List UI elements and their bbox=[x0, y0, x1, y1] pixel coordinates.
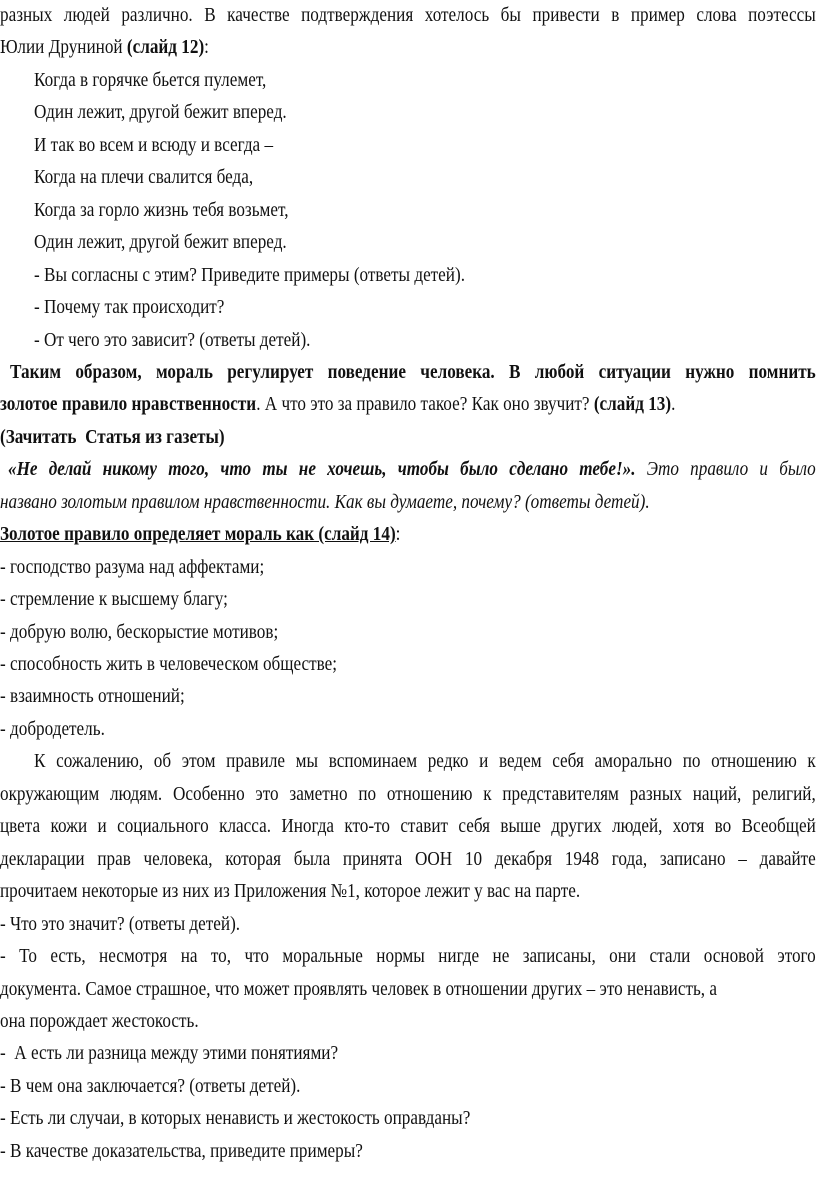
text-line bbox=[0, 70, 816, 92]
text-line bbox=[0, 622, 816, 644]
text-line bbox=[0, 589, 816, 611]
text-run: - господство разума над аффектами; bbox=[0, 556, 265, 578]
text-run: (Зачитать Статья из газеты) bbox=[0, 426, 225, 448]
text-run: Таким образом, мораль регулирует поведение человека. В любой ситуации нужно помнить bbox=[9, 361, 816, 383]
text-line bbox=[0, 330, 816, 352]
text-run: К сожалению, об этом правиле мы вспоминаем редко и ведем себя аморально по отношению к bbox=[33, 751, 816, 773]
text-run: прочитаем некоторые из них из Приложения №1, которое лежит у вас на парте. bbox=[0, 881, 581, 903]
text-line bbox=[0, 914, 816, 936]
text-run: Когда за горло жизнь тебя возьмет, bbox=[33, 199, 289, 221]
text-line bbox=[0, 557, 816, 579]
text-line bbox=[0, 751, 816, 773]
text-line bbox=[0, 1141, 816, 1163]
text-line bbox=[0, 297, 816, 319]
text-run: Когда на плечи свалится беда, bbox=[33, 167, 254, 189]
text-run: : bbox=[204, 37, 209, 59]
text-run: (слайд 12) bbox=[126, 37, 205, 59]
text-run: - добродетель. bbox=[0, 718, 105, 740]
text-line bbox=[0, 654, 816, 676]
text-line bbox=[0, 232, 816, 254]
text-line bbox=[0, 946, 816, 968]
text-run: - взаимность отношений; bbox=[0, 686, 185, 708]
text-run: - То есть, несмотря на то, что моральные нормы нигде не записаны, они стали основой этого bbox=[0, 946, 816, 968]
text-run: разных людей различно. В качестве подтверждения хотелось бы привести в пример слова поэтессы bbox=[0, 5, 816, 26]
text-run: «Не делай никому того, что ты не хочешь, чтобы было сделано тебе!». bbox=[7, 459, 636, 481]
text-run: - Есть ли случаи, в которых ненависть и жестокость оправданы? bbox=[0, 1108, 471, 1130]
text-run: - способность жить в человеческом обществе; bbox=[0, 654, 338, 675]
text-run: она порождает жестокость. bbox=[0, 1010, 199, 1032]
text-run: - Вы согласны с этим? Приведите примеры (ответы детей). bbox=[33, 264, 465, 286]
text-run: И так во всем и всюду и всегда – bbox=[33, 134, 274, 156]
text-run: золотое правило нравственности bbox=[0, 394, 257, 416]
text-run: Это правило и было bbox=[635, 459, 816, 481]
text-line bbox=[0, 1076, 816, 1098]
text-line bbox=[0, 200, 816, 222]
text-line bbox=[0, 1043, 816, 1065]
text-run: окружающим людям. Особенно это заметно по отношению к представителям разных наций, религий, bbox=[0, 783, 816, 805]
text-run: цвета кожи и социального класса. Иногда кто-то ставит себя выше других людей, хотя во Всеобщей bbox=[0, 816, 816, 838]
text-run: Один лежит, другой бежит вперед. bbox=[33, 102, 287, 124]
text-run: . А что это за правило такое? Как оно звучит? bbox=[256, 394, 594, 416]
text-line bbox=[0, 1108, 816, 1130]
text-line bbox=[0, 135, 816, 157]
text-line bbox=[0, 816, 816, 838]
text-line bbox=[0, 5, 816, 27]
text-run: . bbox=[671, 394, 676, 416]
text-line bbox=[0, 394, 816, 416]
text-line bbox=[0, 265, 816, 287]
text-run: (слайд 13) bbox=[593, 394, 672, 416]
text-run: Один лежит, другой бежит вперед. bbox=[33, 232, 287, 254]
text-run: - А есть ли разница между этими понятиями? bbox=[0, 1043, 339, 1065]
text-line bbox=[0, 492, 816, 514]
text-run: декларации прав человека, которая была принята ООН 10 декабря 1948 года, записано – давайте bbox=[0, 848, 816, 870]
text-run: Когда в горячке бьется пулемет, bbox=[33, 69, 267, 91]
text-line bbox=[0, 524, 816, 546]
text-run: - В качестве доказательства, приведите примеры? bbox=[0, 1140, 363, 1162]
text-run: документа. Самое страшное, что может проявлять человек в отношении других – это ненависть, а bbox=[0, 978, 717, 1000]
text-run: - Что это значит? (ответы детей). bbox=[0, 913, 241, 935]
text-run: : bbox=[395, 524, 401, 546]
text-line bbox=[0, 362, 816, 384]
text-run: Юлии Друниной bbox=[0, 37, 127, 59]
text-line bbox=[0, 167, 816, 189]
text-line bbox=[0, 849, 816, 871]
text-line bbox=[0, 784, 816, 806]
text-line bbox=[0, 459, 816, 481]
text-line bbox=[0, 686, 816, 708]
text-line bbox=[0, 37, 816, 59]
text-run: - От чего это зависит? (ответы детей). bbox=[33, 329, 311, 351]
text-line bbox=[0, 102, 816, 124]
text-line bbox=[0, 881, 816, 903]
text-run: - стремление к высшему благу; bbox=[0, 589, 228, 611]
text-run: названо золотым правилом нравственности. Как вы думаете, почему? (ответы детей). bbox=[0, 491, 650, 513]
text-line bbox=[0, 719, 816, 741]
text-line bbox=[0, 427, 816, 449]
text-run: - добрую волю, бескорыстие мотивов; bbox=[0, 621, 279, 643]
text-run: - В чем она заключается? (ответы детей). bbox=[0, 1075, 301, 1097]
text-line bbox=[0, 979, 816, 1001]
text-run: Золотое правило определяет мораль как (слайд 14) bbox=[0, 524, 396, 546]
text-line bbox=[0, 1011, 816, 1033]
text-run: - Почему так происходит? bbox=[33, 297, 225, 319]
